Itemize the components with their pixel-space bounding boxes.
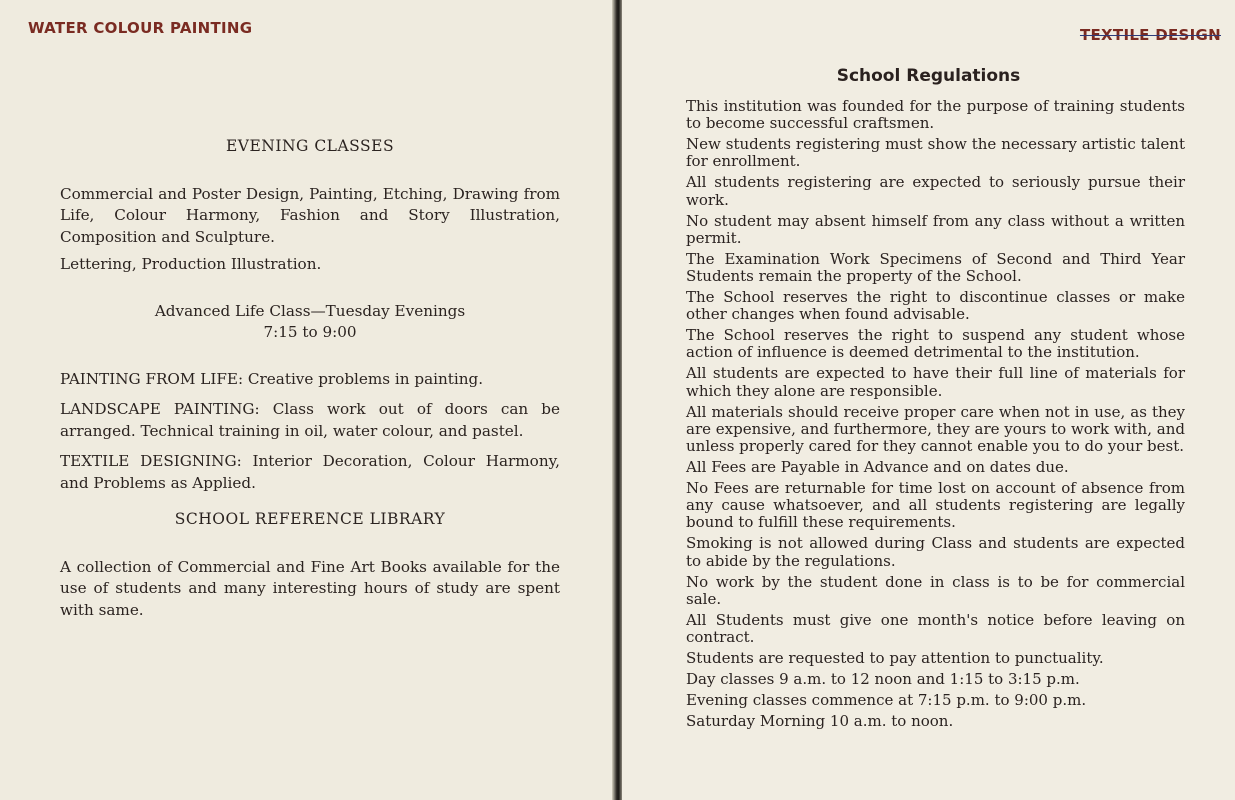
left-running-head: WATER COLOUR PAINTING bbox=[28, 19, 253, 37]
lettering-paragraph: Lettering, Production Illustration. bbox=[60, 255, 322, 273]
regulation-item: This institution was founded for the purpose of training students to become successful craftsmen. bbox=[686, 97, 1185, 133]
regulation-item: No student may absent himself from any class without a written permit. bbox=[686, 211, 1185, 247]
regulation-item: No Fees are returnable for time lost on account of absence from any cause whatsoever, and all students registering are legally bound to fulfill these requirements. bbox=[686, 479, 1185, 532]
advanced-class-time: 7:15 to 9:00 bbox=[263, 323, 357, 341]
landscape-painting: LANDSCAPE PAINTING: Class work out of doors can be arranged. Technical training in oil, water colour, and pastel. bbox=[60, 400, 560, 440]
regulation-item: Smoking is not allowed during Class and students are expected to abide by the regulations. bbox=[686, 534, 1185, 570]
regulations-title: School Regulations bbox=[836, 66, 1021, 86]
regulation-item: The School reserves the right to discontinue classes or make other changes when found advisable. bbox=[686, 288, 1185, 324]
right-running-head bbox=[1080, 26, 1221, 44]
textile-designing: TEXTILE DESIGNING: Interior Decoration, Colour Harmony, and Problems as Applied. bbox=[60, 452, 560, 492]
courses-paragraph: Commercial and Poster Design, Painting, Etching, Drawing from Life, Colour Harmony, Fashion and Story Illustration, Composition and Sculpture. bbox=[60, 184, 560, 246]
advanced-class-line: Advanced Life Class—Tuesday Evenings bbox=[154, 301, 466, 320]
evening-classes-title: EVENING CLASSES bbox=[225, 137, 395, 155]
painting-from-life: PAINTING FROM LIFE: Creative problems in painting. bbox=[60, 369, 484, 388]
regulation-item: All Fees are Payable in Advance and on dates due. bbox=[686, 458, 1069, 477]
regulation-item: The Examination Work Specimens of Second and Third Year Students remain the property of the School. bbox=[686, 249, 1185, 286]
regulation-item: The School reserves the right to suspend any student whose action of influence is deemed detrimental to the institution. bbox=[686, 326, 1185, 362]
regulation-item: All materials should receive proper care when not in use, as they are expensive, and furthermore, they are yours to work with, and unless properly cared for they cannot enable you to do your best. bbox=[686, 402, 1185, 456]
regulation-item: Students are requested to pay attention to punctuality. bbox=[686, 649, 1104, 668]
regulation-item: All students are expected to have their full line of materials for which they alone are responsible. bbox=[686, 364, 1185, 400]
left-body bbox=[60, 136, 560, 621]
library-title: SCHOOL REFERENCE LIBRARY bbox=[174, 510, 446, 528]
regulation-item: Evening classes commence at 7:15 p.m. to 9:00 p.m. bbox=[686, 691, 1087, 710]
left-page bbox=[0, 0, 616, 800]
regulation-item: No work by the student done in class is to be for commercial sale. bbox=[686, 572, 1185, 608]
right-page bbox=[622, 0, 1235, 800]
regulation-item: All Students must give one month's notice before leaving on contract. bbox=[686, 610, 1185, 647]
regulation-item: All students registering are expected to seriously pursue their work. bbox=[686, 173, 1185, 209]
regulation-item: New students registering must show the necessary artistic talent for enrollment. bbox=[686, 135, 1185, 171]
regulation-item: Saturday Morning 10 a.m. to noon. bbox=[686, 712, 954, 731]
regulation-item: Day classes 9 a.m. to 12 noon and 1:15 to 3:15 p.m. bbox=[686, 670, 1080, 689]
struck-running-head: TEXTILE DESIGN bbox=[1079, 26, 1221, 44]
library-paragraph: A collection of Commercial and Fine Art Books available for the use of students and many interesting hours of study are spent with same. bbox=[60, 557, 560, 619]
regulations-list bbox=[686, 98, 1185, 734]
